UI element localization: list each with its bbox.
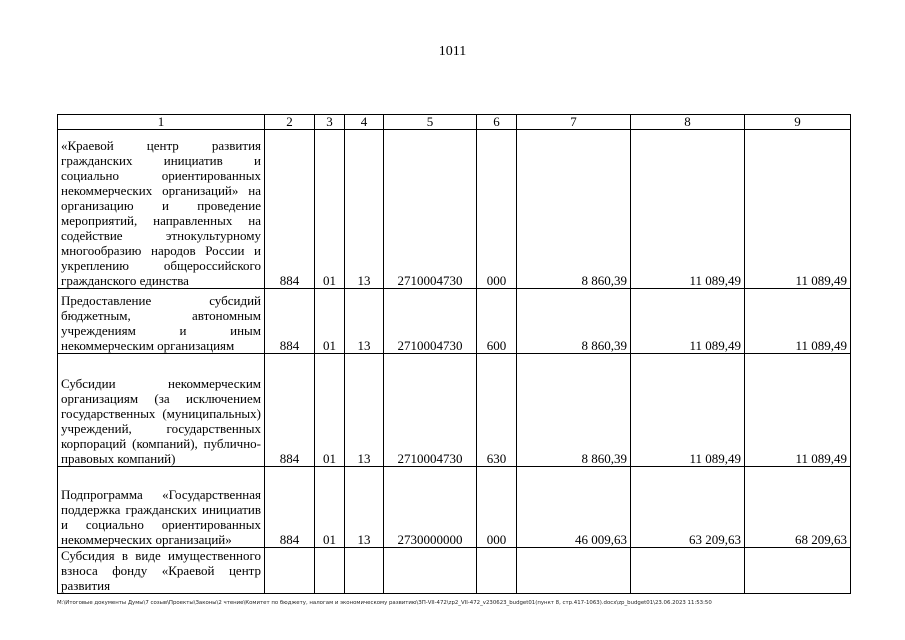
row-name-cell: «Краевой центр развития гражданских инициатив и социально ориентированных некоммерческих организаций» на организацию и проведение мероприятий, направленных на содействие этнокультурному многообразию народов России и укреплению общероссийского гражданского единства	[58, 130, 265, 289]
code-cell: 13	[345, 354, 384, 467]
header-cell: 4	[345, 115, 384, 130]
row-name-cell: Субсидия в виде имущественного взноса фонду «Краевой центр развития	[58, 548, 265, 594]
header-cell: 1	[58, 115, 265, 130]
amount-cell: 46 009,63	[517, 467, 631, 548]
row-name-cell: Подпрограмма «Государственная поддержка гражданских инициатив и социально ориентированных некоммерческих организаций»	[58, 467, 265, 548]
code-cell: 13	[345, 289, 384, 354]
amount-cell: 8 860,39	[517, 289, 631, 354]
amount-cell: 11 089,49	[631, 354, 745, 467]
code-cell: 630	[477, 354, 517, 467]
table-header-row	[58, 115, 851, 130]
amount-cell: 8 860,39	[517, 354, 631, 467]
code-cell: 884	[265, 467, 315, 548]
row-name-cell: Предоставление субсидий бюджетным, автономным учреждениям и иным некоммерческим организациям	[58, 289, 265, 354]
header-cell: 8	[631, 115, 745, 130]
amount-cell: 11 089,49	[631, 289, 745, 354]
header-cell: 6	[477, 115, 517, 130]
code-cell: 01	[315, 354, 345, 467]
amount-cell: 11 089,49	[745, 289, 851, 354]
code-cell: 2710004730	[384, 130, 477, 289]
amount-cell	[745, 548, 851, 594]
amount-cell	[631, 548, 745, 594]
table-row	[58, 130, 851, 289]
header-cell: 3	[315, 115, 345, 130]
code-cell: 884	[265, 130, 315, 289]
code-cell: 884	[265, 289, 315, 354]
header-cell: 7	[517, 115, 631, 130]
code-cell: 01	[315, 467, 345, 548]
code-cell: 2730000000	[384, 467, 477, 548]
code-cell: 000	[477, 130, 517, 289]
amount-cell: 63 209,63	[631, 467, 745, 548]
code-cell	[477, 548, 517, 594]
header-cell: 5	[384, 115, 477, 130]
code-cell: 2710004730	[384, 354, 477, 467]
amount-cell: 11 089,49	[745, 130, 851, 289]
table-row	[58, 467, 851, 548]
code-cell: 884	[265, 354, 315, 467]
amount-cell: 8 860,39	[517, 130, 631, 289]
code-cell	[384, 548, 477, 594]
code-cell: 01	[315, 289, 345, 354]
amount-cell: 11 089,49	[745, 354, 851, 467]
code-cell: 600	[477, 289, 517, 354]
budget-table	[57, 114, 851, 594]
amount-cell: 68 209,63	[745, 467, 851, 548]
row-name-cell: Субсидии некоммерческим организациям (за исключением государственных (муниципальных) учреждений, государственных корпораций (компаний), публично-правовых компаний)	[58, 354, 265, 467]
code-cell: 13	[345, 467, 384, 548]
table-row	[58, 354, 851, 467]
code-cell: 2710004730	[384, 289, 477, 354]
header-cell: 2	[265, 115, 315, 130]
table-row	[58, 289, 851, 354]
amount-cell: 11 089,49	[631, 130, 745, 289]
table-row	[58, 548, 851, 594]
code-cell: 000	[477, 467, 517, 548]
footer-file-path: M:\Итоговые документы Думы\7 созыв\Проекты\Законы\2 чтение\Комитет по бюджету, налогам и экономическому развитию\ЗП-VII-472\zp2_VII-472_v230623_budget01(пункт 8, стр.417-1063).docx\zp_budget01\23.06.2023 11:53:50	[57, 600, 712, 606]
code-cell	[265, 548, 315, 594]
amount-cell	[517, 548, 631, 594]
code-cell: 01	[315, 130, 345, 289]
header-cell: 9	[745, 115, 851, 130]
code-cell: 13	[345, 130, 384, 289]
code-cell	[345, 548, 384, 594]
page-number: 1011	[438, 44, 467, 59]
code-cell	[315, 548, 345, 594]
